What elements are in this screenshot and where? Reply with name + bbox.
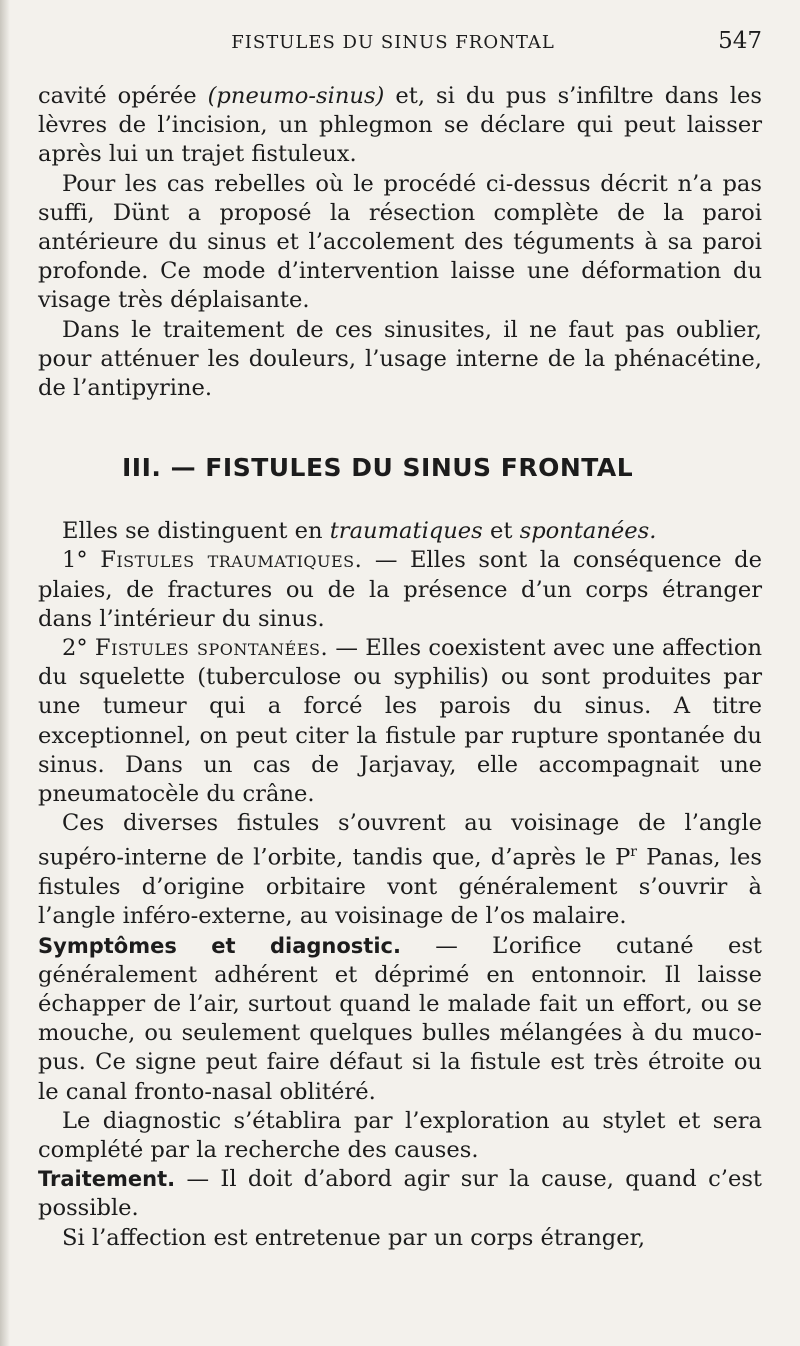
paragraph-intro: Elles se distinguent en traumatiques et spontanées. — [62, 518, 657, 545]
italic-term: (pneumo-sinus) — [207, 83, 385, 109]
run-in-heading: Traitement. — [38, 1167, 176, 1192]
running-head — [38, 28, 762, 68]
paragraph-traumatic-fistulas: 1° Fistules traumatiques. — Elles sont la conséquence de plaies, de fractures ou de la présence d’un corps étranger dans l’intérieur du sinus. — [38, 547, 762, 632]
paragraph-diagnosis: Le diagnostic s’établira par l’exploration au stylet et sera complété par la recherche des causes. — [38, 1107, 762, 1164]
run-in-heading: Symptômes et diagnostic. — [38, 933, 401, 958]
paragraph-spontaneous-fistulas: 2° Fistules spontanées. — Elles coexistent avec une affection du squelette (tuberculose ou syphilis) ou sont produites par une tumeur qui a forcé les parois du sinus. A titre exceptionnel, on peut citer la fistule par rupture spontanée du sinus. Dans un cas de Jarjavay, elle accompagnait une pneumatocèle du crâne. — [38, 635, 762, 808]
running-title: FISTULES DU SINUS FRONTAL — [231, 32, 555, 53]
paragraph-continuation: cavité opérée (pneumo-sinus) et, si du pus s’infiltre dans les lèvres de l’incision, un phlegmon se déclare qui peut laisser après lui un trajet fistuleux. — [38, 83, 762, 168]
paragraph-treatment: Traitement. — Il doit d’abord agir sur la cause, quand c’est possible. — [38, 1166, 762, 1222]
paragraph-resection: Pour les cas rebelles où le procédé ci-dessus décrit n’a pas suffi, Dünt a proposé la résection complète de la paroi antérieure du sinus et l’accolement des téguments à sa paroi profonde. Ce mode d’intervention laisse une déformation du visage très déplaisante. — [38, 170, 762, 314]
subsection-label: Fistules spontanées. — [94, 635, 329, 662]
paragraph-last-line: Si l’affection est entretenue par un corps étranger, — [62, 1224, 646, 1251]
page-number: 547 — [718, 28, 762, 54]
subsection-label: Fistules traumatiques. — [100, 547, 363, 574]
paragraph-symptoms: Symptômes et diagnostic. — L’orifice cutané est généralement adhérent et déprimé en entonnoir. Il laisse échapper de l’air, surtout quand le malade fait un effort, ou se mouche, ou seulement quelques bulles mélangées à du muco-pus. Ce signe peut faire défaut si la fistule est très étroite ou le canal fronto-nasal oblitéré. — [38, 932, 762, 1105]
paragraph-treatment-pain: Dans le traitement de ces sinusites, il ne faut pas oublier, pour atténuer les douleurs, l’usage interne de la phénacétine, de l’antipyrine. — [38, 316, 762, 402]
section-heading: III. — FISTULES DU SINUS FRONTAL — [122, 453, 634, 483]
book-page — [38, 28, 762, 1253]
scan-edge-shadow — [0, 0, 10, 1346]
paragraph-fistula-openings: Ces diverses fistules s’ouvrent au voisinage de l’angle supéro-interne de l’orbite, tandis que, d’après le $P^r$ Panas, les fistules d’origine orbitaire vont généralement s’ouvrir à l’angle inféro-externe, au voisinage de l’os malaire. — [38, 810, 762, 930]
